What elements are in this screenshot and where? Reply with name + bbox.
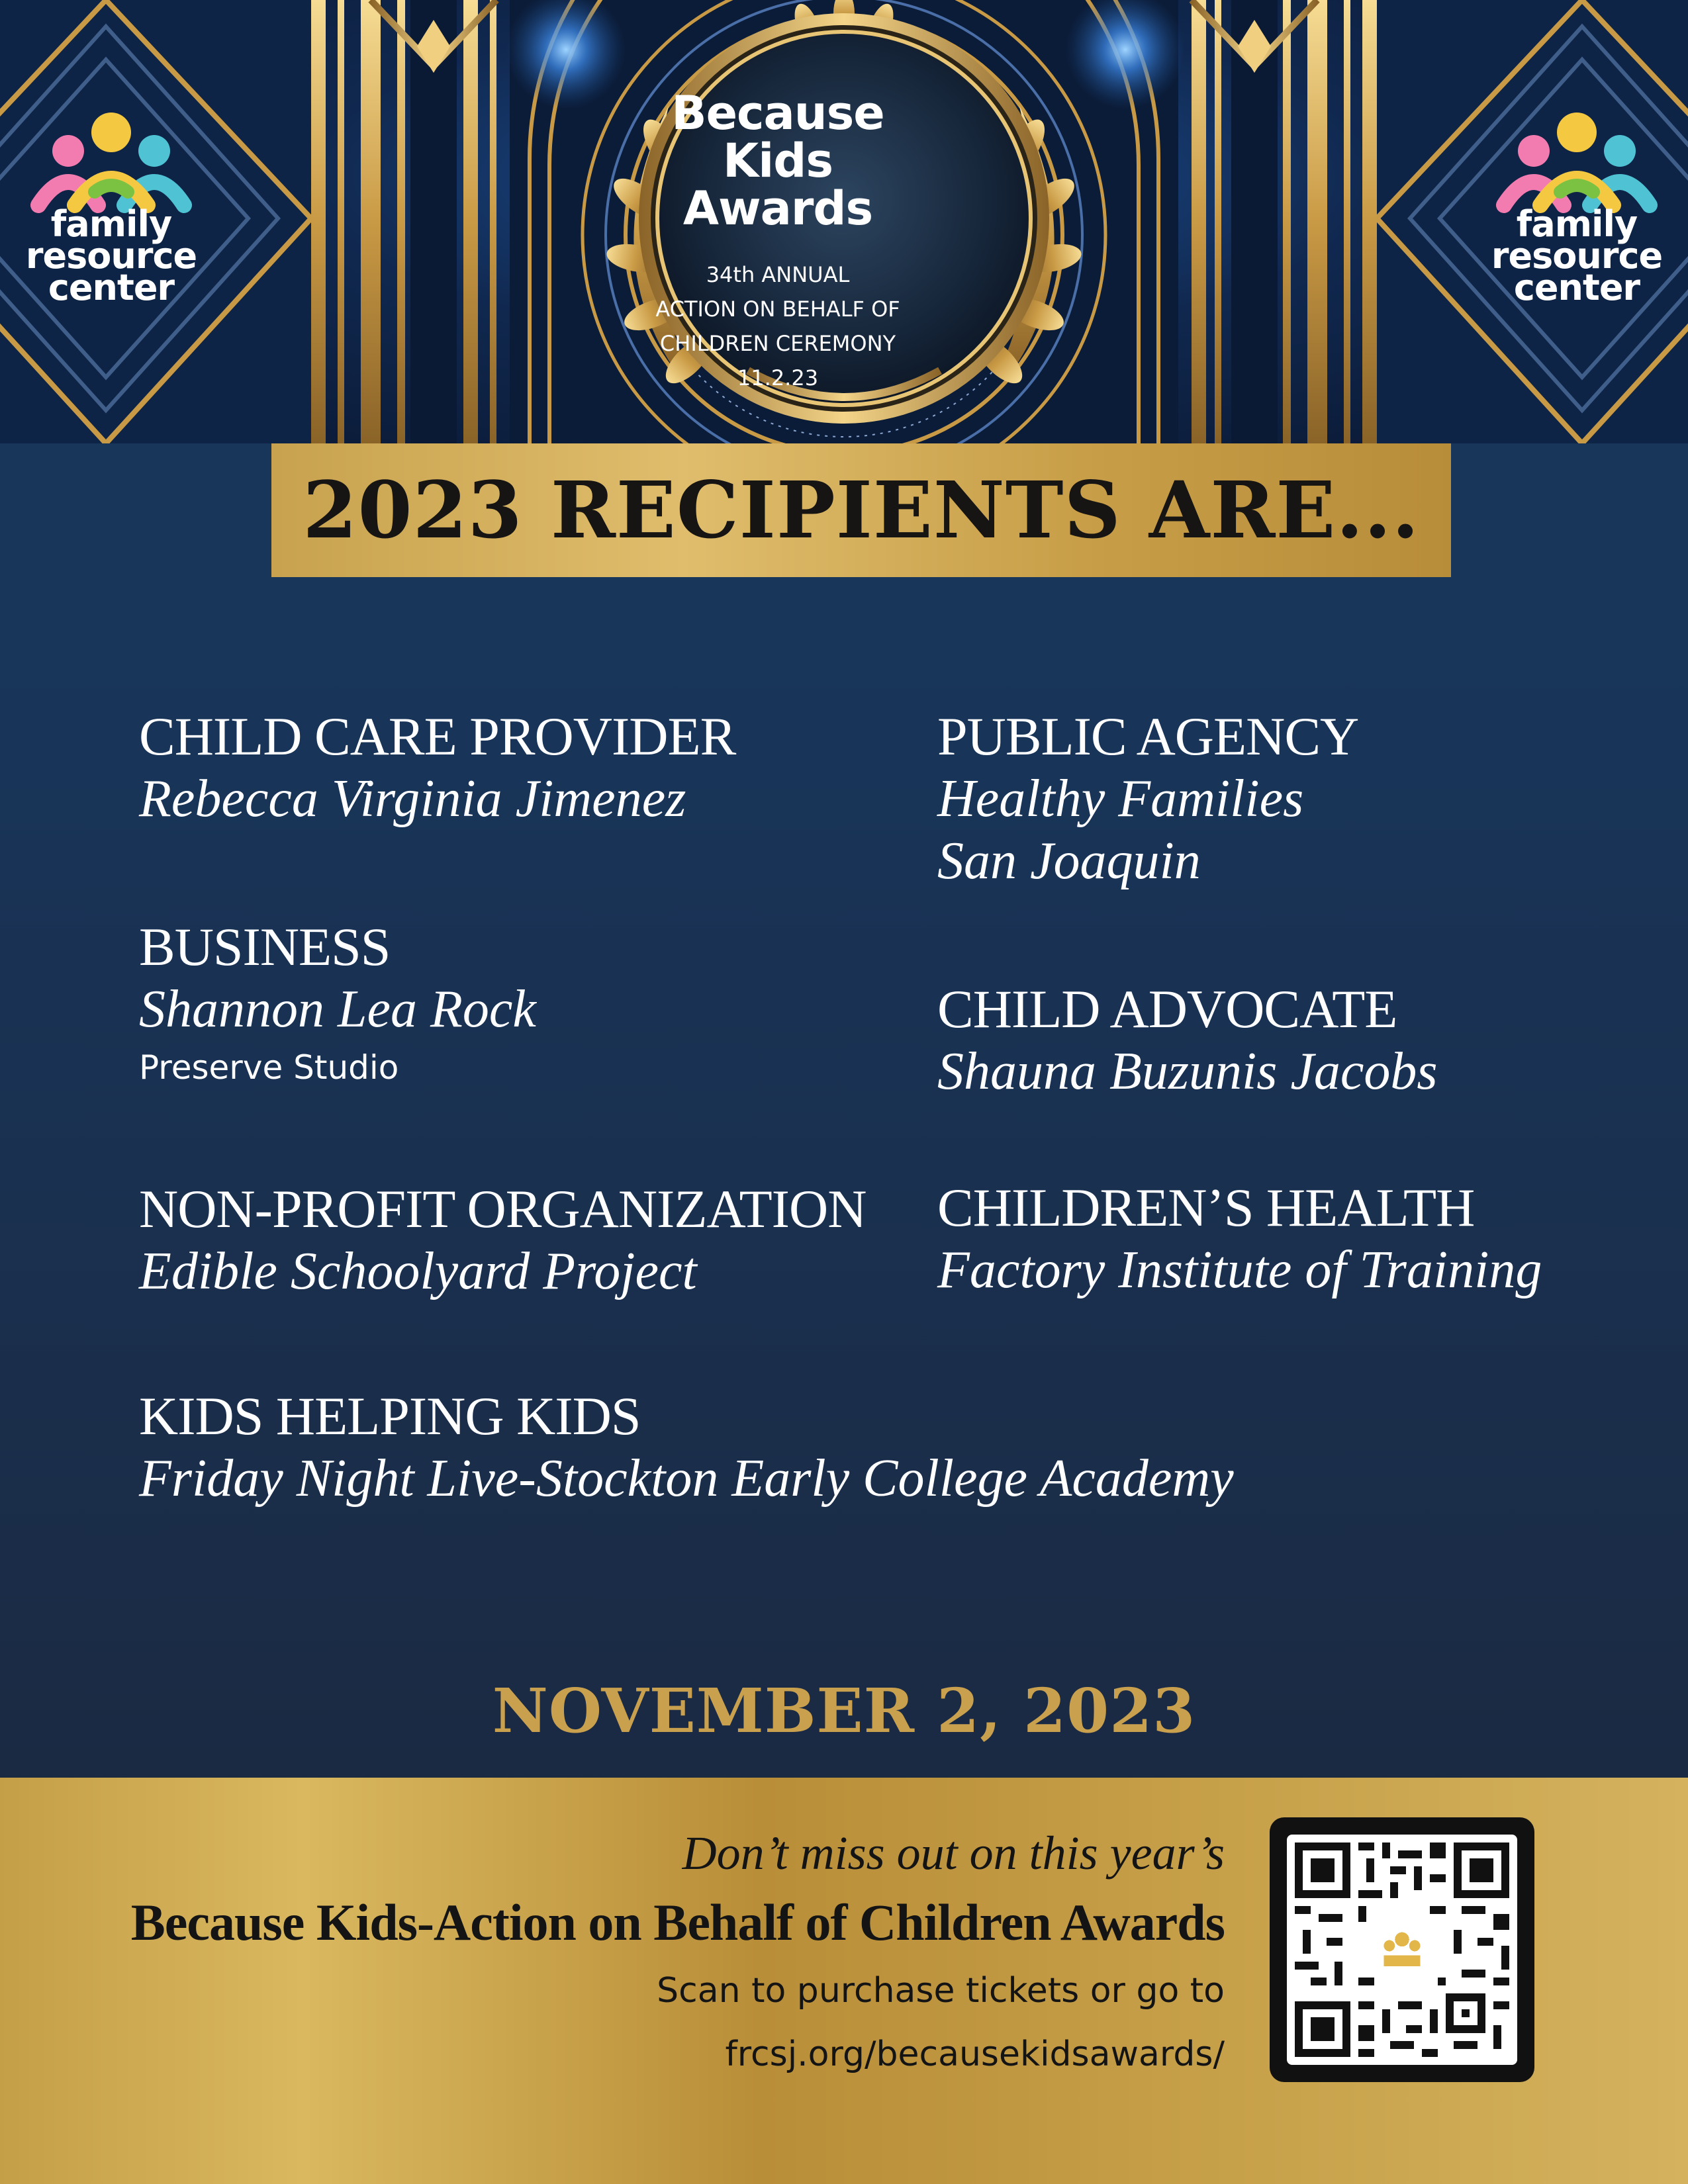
award-recipient-line2: San Joaquin xyxy=(937,832,1201,890)
logo-text xyxy=(12,203,211,308)
award-organization: Preserve Studio xyxy=(139,1048,399,1087)
award-category: CHILD ADVOCATE xyxy=(937,979,1397,1039)
award-recipient: Shauna Buzunis Jacobs xyxy=(937,1042,1438,1101)
award-category: CHILDREN’S HEALTH xyxy=(937,1177,1475,1238)
award-recipient: Rebecca Virginia Jimenez xyxy=(139,770,686,828)
event-date: NOVEMBER 2, 2023 xyxy=(492,1675,1196,1747)
logo-line3: center xyxy=(48,267,175,308)
qr-code-icon[interactable] xyxy=(1270,1817,1534,2082)
award-kids-helping-kids xyxy=(139,1385,1234,1510)
award-childrens-health xyxy=(937,1177,1542,1301)
promo-line2: Because Kids-Action on Behalf of Children Awards xyxy=(130,1893,1225,1951)
seal-title-line1: Because xyxy=(671,86,884,140)
seal-title-line2: Kids Awards xyxy=(682,134,873,236)
promo-text xyxy=(33,1820,1225,2086)
recipients-heading: 2023 RECIPIENTS ARE... xyxy=(303,464,1420,556)
award-category: NON-PROFIT ORGANIZATION xyxy=(139,1179,867,1239)
family-resource-center-logo-right xyxy=(1477,113,1676,324)
award-recipient: Friday Night Live-Stockton Early College Academy xyxy=(139,1449,1234,1508)
family-logo-icon xyxy=(1477,113,1676,218)
promo-line1: Don’t miss out on this year’s xyxy=(682,1827,1225,1880)
award-non-profit-organization xyxy=(139,1178,866,1302)
award-recipient-line1: Healthy Families xyxy=(937,770,1304,828)
seal-title xyxy=(645,86,910,236)
family-resource-center-logo-left xyxy=(12,113,211,324)
logo-text xyxy=(1477,203,1676,308)
logo-line2: resource xyxy=(1491,235,1663,277)
award-category: BUSINESS xyxy=(139,917,391,977)
header-art xyxy=(0,0,1688,443)
logo-line2: resource xyxy=(25,235,197,277)
family-logo-icon xyxy=(12,113,211,218)
qr-code-area xyxy=(1287,1835,1517,2065)
seal-sub-line2: ACTION ON BEHALF OF xyxy=(655,296,900,322)
award-category: CHILD CARE PROVIDER xyxy=(139,706,736,766)
logo-line1: family xyxy=(1516,203,1638,245)
award-recipient: Edible Schoolyard Project xyxy=(139,1242,697,1300)
qr-code-pattern xyxy=(1287,1835,1517,2065)
award-business xyxy=(139,916,536,1091)
award-public-agency xyxy=(937,705,1358,892)
logo-line1: family xyxy=(50,203,172,245)
award-recipient: Shannon Lea Rock xyxy=(139,980,536,1038)
seal-sub-line3: CHILDREN CEREMONY xyxy=(659,331,896,356)
seal-sub-line1: 34th ANNUAL xyxy=(706,262,850,287)
award-child-advocate xyxy=(937,978,1438,1103)
award-category: KIDS HELPING KIDS xyxy=(139,1386,641,1446)
ticket-url-link[interactable]: frcsj.org/becausekidsawards/ xyxy=(725,2034,1225,2074)
award-child-care-provider xyxy=(139,705,735,830)
award-recipient: Factory Institute of Training xyxy=(937,1241,1542,1299)
logo-line3: center xyxy=(1513,267,1640,308)
awards-seal xyxy=(645,86,910,395)
seal-sub-line4: 11.2.23 xyxy=(737,365,819,390)
recipients-banner xyxy=(271,443,1451,577)
promo-line3: Scan to purchase tickets or go to xyxy=(657,1971,1225,2011)
award-category: PUBLIC AGENCY xyxy=(937,706,1359,766)
seal-subtitle xyxy=(645,257,910,395)
